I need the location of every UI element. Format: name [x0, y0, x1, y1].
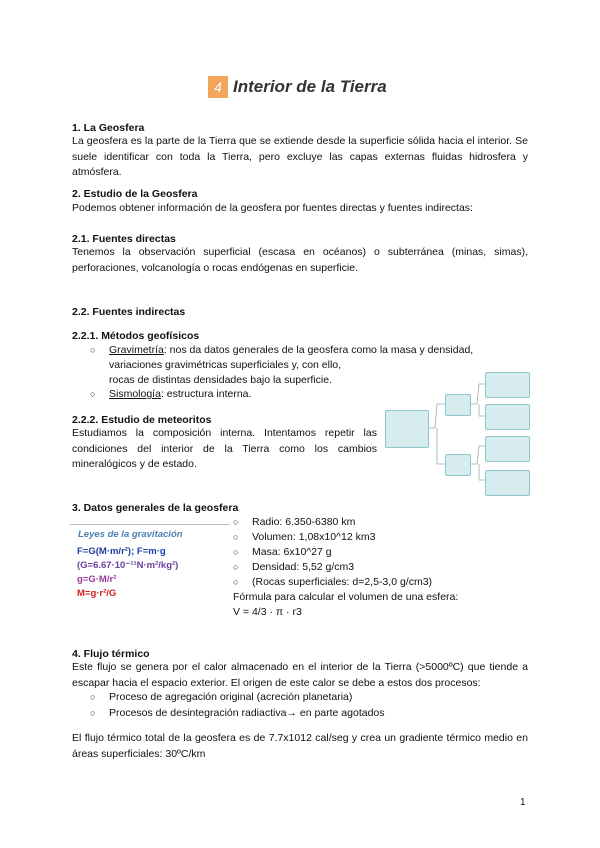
gravitation-title: Leyes de la gravitación	[78, 529, 183, 540]
section-3-heading: 3. Datos generales de la geosfera	[72, 502, 239, 514]
geo-data-item: ○ Densidad: 5,52 g/cm3	[233, 561, 355, 573]
heat-origin-item: ○ Proceso de agregación original (acreción planetaria)	[90, 691, 353, 703]
section-1-heading: 1. La Geosfera	[72, 122, 145, 134]
bullet-marker: ○	[90, 389, 96, 399]
heat-origin-item: ○ Procesos de desintegración radiactiva→ en parte agotados	[90, 707, 385, 719]
bullet-gravimetria-line2: variaciones gravimétricas superficiales y, con ello,	[109, 359, 342, 371]
bullet-sismologia: ○ Sismología: estructura interna.	[90, 387, 390, 403]
section-1-body: La geosfera es la parte de la Tierra que se extiende desde la superficie sólida hacia el interior. Se suele identificar con toda la Tierra, pero excluye las capas externas fluidas hidrosfera y atmósfera.	[72, 135, 528, 178]
section-4-body: Este flujo se genera por el calor almacenado en el interior de la Tierra (>5000ºC) que tiende a escapar hacia el espacio exterior. El origen de este calor se debe a estos dos procesos:	[72, 661, 528, 689]
section-2-2-1-heading: 2.2.1. Métodos geofísicos	[72, 330, 200, 342]
section-2-1-body: Tenemos la observación superficial (escasa en océanos) o subterránea (minas, simas), perforaciones, volcanología o rocas endógenas en superficie.	[72, 246, 528, 274]
geo-data-item: ○ (Rocas superficiales: d=2,5-3,0 g/cm3)	[233, 576, 433, 588]
concept-node-geofisicos	[445, 394, 471, 416]
formula-2: (G=6.67·10⁻¹¹N·m²/kg²)	[77, 560, 179, 571]
formula-4: M=g·r²/G	[77, 588, 117, 599]
geo-data-item: ○ Masa: 6x10^27 g	[233, 546, 332, 558]
sphere-volume-formula: V = 4/3 · π · r3	[233, 606, 302, 618]
section-2-2-heading: 2.2. Fuentes indirectas	[72, 306, 186, 318]
concept-node-leaf-3	[485, 436, 530, 462]
bullet-gravimetria: ○ Gravimetría: nos da datos generales de la geosfera como la masa y densidad,	[90, 343, 528, 359]
section-2-body: Podemos obtener información de la geosfera por fuentes directas y fuentes indirectas:	[72, 202, 473, 214]
term-gravimetria: Gravimetría	[109, 344, 164, 356]
section-4-heading: 4. Flujo térmico	[72, 648, 150, 660]
sphere-volume-label: Fórmula para calcular el volumen de una esfera:	[233, 591, 459, 603]
chapter-title: Interior de la Tierra	[233, 77, 387, 96]
concept-node-leaf-2	[485, 404, 530, 430]
section-2-1-heading: 2.1. Fuentes directas	[72, 233, 176, 245]
formula-3: g=G·M/r²	[77, 574, 117, 585]
concept-node-meteoritos	[445, 454, 471, 476]
section-4-body-2: El flujo térmico total de la geosfera es de 7.7x1012 cal/seg y crea un gradiente térmico medio en áreas superficiales: 30ºC/km	[72, 732, 528, 760]
concept-node-leaf-4	[485, 470, 530, 496]
bullet-gravimetria-line3: rocas de distintas densidades bajo la superficie.	[109, 374, 332, 386]
page-number: 1	[520, 797, 526, 808]
formula-1: F=G(M·m/r²); F=m·g	[77, 546, 166, 557]
concept-node-leaf-1	[485, 372, 530, 398]
section-2-2-2-heading: 2.2.2. Estudio de meteoritos	[72, 414, 212, 426]
section-2-heading: 2. Estudio de la Geosfera	[72, 188, 198, 200]
page-title	[208, 76, 387, 98]
term-sismologia: Sismología	[109, 388, 161, 400]
bullet-marker: ○	[90, 345, 96, 355]
geo-data-item: ○ Volumen: 1,08x10^12 km3	[233, 531, 376, 543]
chapter-number-badge: 4	[208, 76, 228, 98]
concept-node-root	[385, 410, 429, 448]
section-2-2-2-body: Estudiamos la composición interna. Intentamos repetir las condiciones del interior de la Tierra como los cambios mineralógicos y de estado.	[72, 427, 377, 470]
gravitation-formula-box	[70, 524, 230, 609]
geo-data-item: ○ Radio: 6.350-6380 km	[233, 516, 356, 528]
